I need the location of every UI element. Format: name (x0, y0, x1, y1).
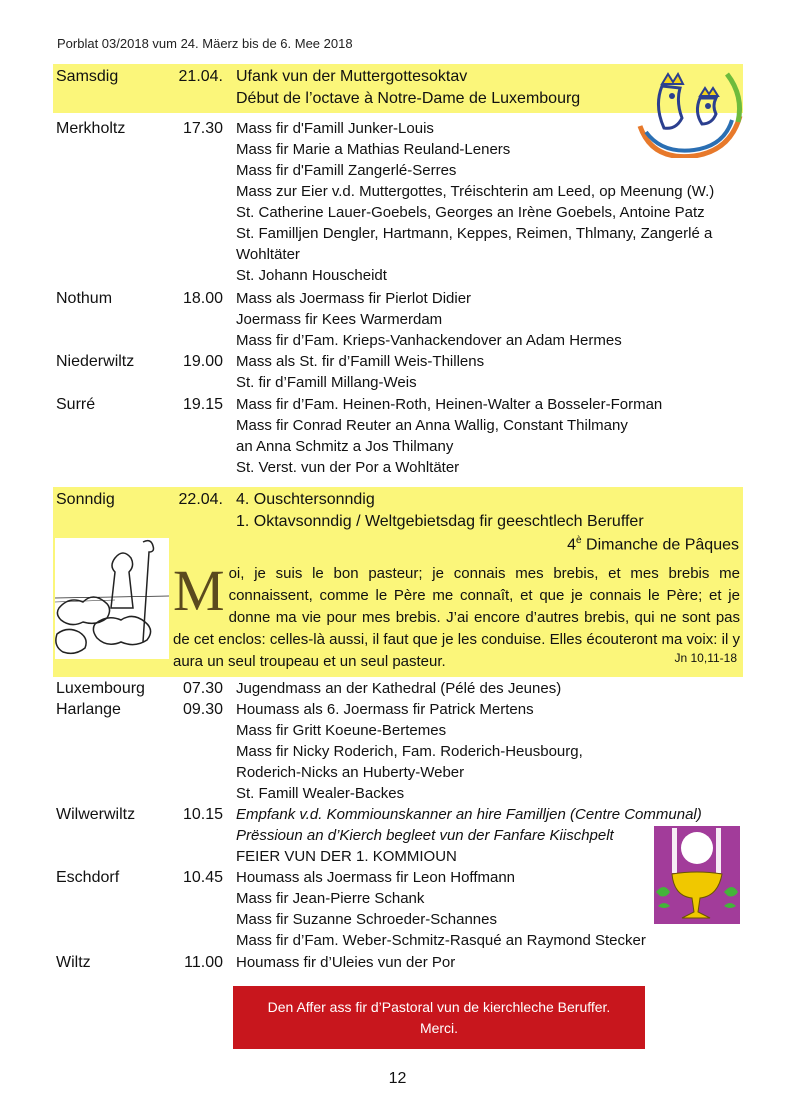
day-title-fr: $4^è$ Dimanche de Pâques (567, 535, 739, 554)
entry-time: 09.30 (182, 701, 223, 718)
entry-line: St. Catherine Lauer-Goebels, Georges an Irène Goebels, Antoine Patz (236, 204, 705, 221)
entry-line: Mass fir d’Fam. Weber-Schmitz-Rasqué an Raymond Stecker (236, 932, 646, 949)
entry-line: Roderich-Nicks an Huberty-Weber (236, 764, 465, 781)
entry-line: Houmass fir d’Uleies vun der Por (236, 954, 456, 971)
entry-line: Joermass fir Kees Warmerdam (236, 311, 443, 328)
entry-line: St. Familljen Dengler, Hartmann, Keppes, Reimen, Thlmany, Zangerlé a (236, 225, 713, 242)
entry-wiltz (53, 954, 743, 975)
collection-notice (233, 986, 645, 1049)
entry-line: Prëssioun an d’Kierch begleet vun der Fanfare Kiischpelt (236, 827, 614, 844)
entry-line: Mass fir Conrad Reuter an Anna Wallig, Constant Thilmany (236, 417, 628, 434)
entry-place: Merkholtz (56, 120, 126, 137)
entry-line: St. Famill Wealer-Backes (236, 785, 405, 802)
entry-time: 10.15 (182, 806, 223, 823)
day-title-fr: Début de l’octave à Notre-Dame de Luxembourg (236, 90, 581, 107)
day-subtitle: 1. Oktavsonndig / Weltgebietsdag fir geeschtlech Beruffer (236, 513, 644, 530)
entry-line: Mass fir Gritt Koeune-Bertemes (236, 722, 447, 739)
entry-line: Mass fir Jean-Pierre Schank (236, 890, 425, 907)
entry-line: Mass als St. fir d’Famill Weis-Thillens (236, 353, 485, 370)
notice-line: Merci. (419, 1020, 459, 1036)
gospel-reference: Jn 10,11-18 (674, 651, 737, 665)
entry-line: Mass fir d'Famill Junker-Louis (236, 120, 434, 137)
day-heading-sunday (53, 487, 743, 677)
day-date: 22.04. (178, 491, 223, 508)
entry-line: Mass fir d’Fam. Heinen-Roth, Heinen-Walter a Bosseler-Forman (236, 396, 663, 413)
entry-place: Luxembourg (56, 680, 145, 697)
gospel-text: Moi, je suis le bon pasteur; je connais mes brebis, et mes brebis me connaissent, comme le Père me connaît, et que je connais le Père; et je donne ma vie pour mes brebis. J’ai encore d’autres brebis, qui ne sont pas de cet enclos: celles-là aussi, il faut que je les conduise. Elles écouteront ma voix: il y aura un seul troupeau et un seul pasteur. (173, 558, 740, 670)
entry-line: Empfank v.d. Kommiounskanner an hire Familljen (Centre Communal) (236, 806, 702, 823)
entry-line: St. Johann Houscheidt (236, 267, 387, 284)
entry-time: 19.15 (182, 396, 223, 413)
entry-line: Jugendmass an der Kathedral (Pélé des Jeunes) (236, 680, 562, 697)
entry-line: Mass fir Nicky Roderich, Fam. Roderich-Heusbourg, (236, 743, 583, 760)
entry-place: Harlange (56, 701, 121, 718)
day-title: 4. Ouschtersonndig (236, 491, 375, 508)
drop-cap: M (173, 558, 225, 623)
page-number: 12 (388, 1070, 407, 1087)
entry-time: 18.00 (182, 290, 223, 307)
notice-line: Den Affer ass fir d’Pastoral vun de kierchleche Beruffer. (267, 999, 611, 1015)
entry-wilwerwiltz (53, 806, 743, 869)
entry-time: 17.30 (182, 120, 223, 137)
shepherd-illustration-icon (55, 538, 169, 659)
entry-line: Mass fir d'Famill Zangerlé-Serres (236, 162, 457, 179)
entry-line: Mass fir Marie a Mathias Reuland-Leners (236, 141, 511, 158)
entry-line: Mass fir Suzanne Schroeder-Schannes (236, 911, 497, 928)
day-title: Ufank vun der Muttergottesoktav (236, 68, 468, 85)
entry-place: Eschdorf (56, 869, 120, 886)
day-name: Sonndig (56, 491, 115, 508)
entry-place: Surré (56, 396, 96, 413)
entry-place: Wilwerwiltz (56, 806, 136, 823)
entry-place: Niederwiltz (56, 353, 135, 370)
entry-line: St. Verst. vun der Por a Wohltäter (236, 459, 460, 476)
entry-nothum (53, 290, 743, 353)
entry-line: an Anna Schmitz a Jos Thilmany (236, 438, 454, 455)
entry-line: Wohltäter (236, 246, 300, 263)
entry-time: 10.45 (182, 869, 223, 886)
entry-line: Houmass als 6. Joermass fir Patrick Mertens (236, 701, 534, 718)
entry-line: Houmass als Joermass fir Leon Hoffmann (236, 869, 516, 886)
entry-harlange (53, 701, 743, 806)
entry-line: Mass zur Eier v.d. Muttergottes, Tréischterin am Leed, op Meenung (W.) (236, 183, 715, 200)
entry-niederwiltz (53, 353, 743, 395)
entry-merkholtz (53, 120, 743, 290)
day-date: 21.04. (178, 68, 223, 85)
entry-eschdorf (53, 869, 743, 953)
entry-place: Nothum (56, 290, 113, 307)
entry-luxembourg (53, 680, 743, 701)
entry-place: Wiltz (56, 954, 91, 971)
entry-line: St. fir d’Famill Millang-Weis (236, 374, 417, 391)
entry-line: Mass fir d’Fam. Krieps-Vanhackendover an Adam Hermes (236, 332, 622, 349)
page-header: Porblat 03/2018 vum 24. Mäerz bis de 6. Mee 2018 (57, 36, 353, 51)
entry-time: 19.00 (182, 353, 223, 370)
day-name: Samsdig (56, 68, 119, 85)
entry-line: Mass als Joermass fir Pierlot Didier (236, 290, 472, 307)
entry-time: 11.00 (184, 954, 223, 971)
entry-line: FEIER VUN DER 1. KOMMIOUN (236, 848, 457, 865)
entry-time: 07.30 (182, 680, 223, 697)
entry-surre (53, 396, 743, 480)
